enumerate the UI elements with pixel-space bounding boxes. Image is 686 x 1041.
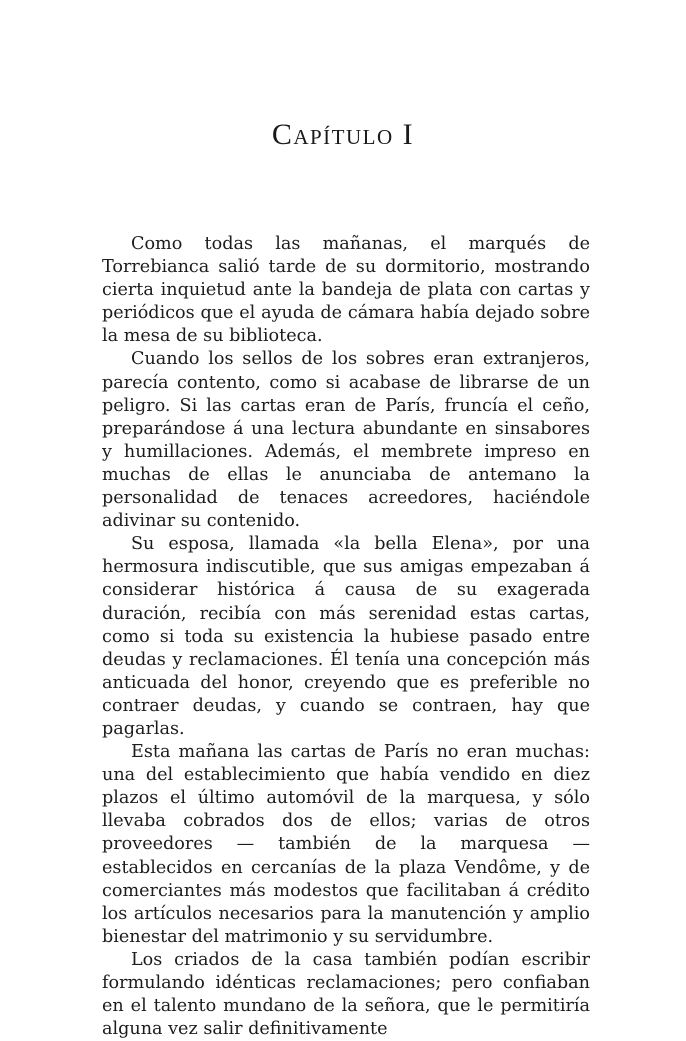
paragraph: Esta mañana las cartas de París no eran muchas: una del establecimiento que había vendido en diez plazos el último automóvil de la marquesa, y sólo llevaba cobrados dos de ellos; varias de otros proveedores — también de la marquesa — establecidos en cercanías de la plaza Vendôme, y de comerciantes más modestos que facilitaban á crédito los artículos necesarios para la manutención y amplio bienestar del matrimonio y su servidumbre.: [102, 742, 590, 947]
paragraph: Cuando los sellos de los sobres eran extranjeros, parecía contento, como si acabase de librarse de un peligro. Si las cartas eran de París, fruncía el ceño, preparándose á una lectura abundante en sinsabores y humillaciones. Además, el membrete impreso en muchas de ellas le anunciaba de antemano la personalidad de tenaces acreedores, haciéndole adivinar su contenido.: [102, 349, 590, 532]
paragraph: Como todas las mañanas, el marqués de Torrebianca salió tarde de su dormitorio, mostrando cierta inquietud ante la bandeja de plata con cartas y periódicos que el ayuda de cámara había dejado sobre la mesa de su biblioteca.: [102, 234, 590, 347]
chapter-body: [102, 233, 590, 1041]
chapter-title: Capítulo I: [271, 118, 415, 151]
paragraph: Los criados de la casa también podían escribir formulando idénticas reclamaciones; pero confiaban en el talento mundano de la señora, que le permitiría alguna vez salir definitivamente: [102, 949, 590, 1040]
paragraph: Su esposa, llamada «la bella Elena», por una hermosura indiscutible, que sus amigas empezaban á considerar histórica á causa de su exagerada duración, recibía con más serenidad estas cartas, como si toda su existencia la hubiese pasado entre deudas y reclamaciones. Él tenía una concepción más anticuada del honor, creyendo que es preferible no contraer deudas, y cuando se contraen, hay que pagarlas.: [102, 534, 590, 739]
